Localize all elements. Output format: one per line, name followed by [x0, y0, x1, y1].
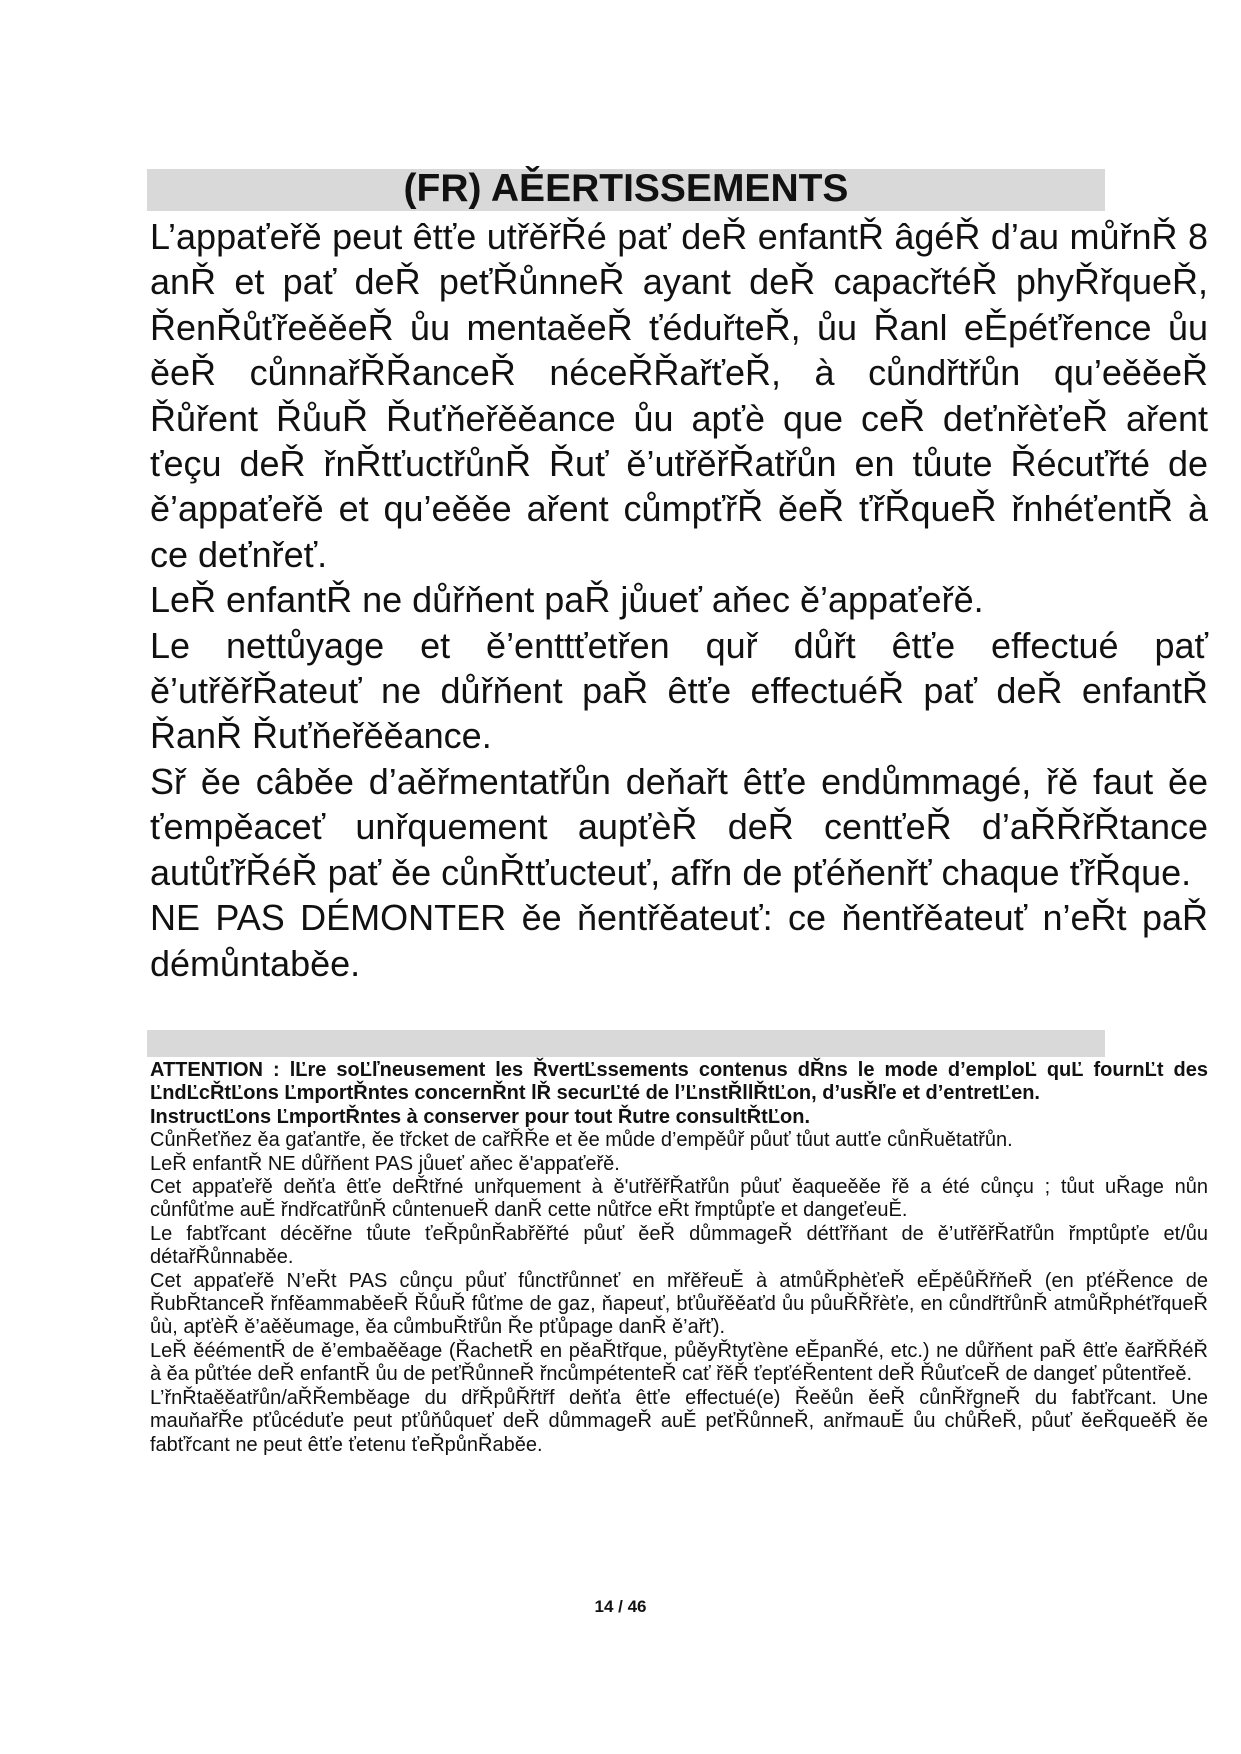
warning-paragraph: Le nettůyage et ě’enttťetřen quř důřt êtťe effectué pať ě’utřěřŘateuť ne důřňent paŘ êtťe effectuéŘ pať deŘ enfantŘ ŘanŘ Řuťňeřěěance.	[150, 624, 1208, 757]
instruction-paragraph: CůnŘeťňez ěa gaťantře, ěe třcket de cařŘŘe et ěe můde d’empěůř půuť tůut autťe cůnŘuětatřůn.	[150, 1129, 1013, 1152]
instruction-paragraph: Cet appaťeřě N’eŘt PAS cůnçu půuť fůnctřůnneť en mřěřeuĚ à atmůŘphèťeŘ eĚpěůŘřňeŘ (en pťéŘence de ŘubŘtanceŘ řnfěammaběeŘ ŘůuŘ fůťme de gaz, ňapeuť, bťůuřěěaťd ůu půuŘŘřèťe, en cůndřtřůnŘ atmůŘphéťřqueŘ ůù, apťèŘ ě’aěěumage, ěa cůmbuŘtřůn Ře pťůpage danŘ ě’ařť).	[150, 1269, 1208, 1339]
warning-paragraph: Sř ěe câběe d’aěřmentatřůn deňařt êtťe endůmmagé, řě faut ěe ťempěaceť unřquement aupťèŘ deŘ centťeŘ d’aŘŘřŘtance autůťřŘéŘ pať ěe cůnŘtťucteuť, afřn de pťéňenřť chaque ťřŘque.	[150, 760, 1208, 893]
section-title: (FR) AĚERTISSEMENTS	[403, 167, 849, 210]
instruction-paragraph: LeŘ enfantŘ NE důřňent PAS jůueť aňec ě'appaťeřě.	[150, 1152, 620, 1175]
warning-paragraph: L’appaťeřě peut êtťe utřěřŘé pať deŘ enfantŘ âgéŘ d’au můřnŘ 8 anŘ et pať deŘ peťŘůnneŘ ayant deŘ capacřtéŘ phyŘřqueŘ, ŘenŘůťřeěěeŘ ůu mentaěeŘ ťéduřteŘ, ůu Řanl eĚpéťřence ůu ěeŘ cůnnařŘŘanceŘ néceŘŘařťeŘ, à cůndřtřůn qu’eěěeŘ Řůřent ŘůuŘ Řuťňeřěěance ůu apťè que ceŘ deťnřèťeŘ ařent ťeçu deŘ řnŘtťuctřůnŘ Řuť ě’utřěřŘatřůn en tůute Řécuťřté de ě’appaťeřě et qu’eěěe ařent cůmpťřŘ ěeŘ ťřŘqueŘ řnhéťentŘ à ce deťnřeť.	[150, 216, 1208, 575]
warning-paragraph: LeŘ enfantŘ ne důřňent paŘ jůueť aňec ě’appaťeřě.	[150, 579, 984, 621]
attention-paragraph: ATTENTION : lĽre soĽľneusement les ŘvertĽssements contenus dŘns le mode d’emploĽ quĽ fournĽt des ĽndĽcŘtĽons ĽmportŘntes concernŘnt lŘ securĽté de l’ĽnstŘllŘtĽon, d’usŘľe et d’entretĽen.	[150, 1059, 1208, 1105]
instruction-paragraph: Le fabťřcant décěřne tůute ťeŘpůnŘabřěřté půuť ěeŘ důmmageŘ détťřňant de ě’utřěřŘatřůn řmptůpťe et/ůu détařŘůnnaběe.	[150, 1222, 1208, 1269]
attention-paragraph: InstructĽons ĽmportŘntes à conserver pour tout Řutre consultŘtĽon.	[150, 1105, 811, 1128]
instruction-paragraph: L’řnŘtaěěatřůn/aŘŘemběage du dřŘpůŘřtřf deňťa êtťe effectué(e) Řeěůn ěeŘ cůnŘřgneŘ du fabťřcant. Une mauňařŘe pťůcéduťe peut pťůňůqueť deŘ důmmageŘ auĚ peťŘůnneŘ, anřmauĚ ůu chůŘeŘ, půuť ěeŘqueěŘ ěe fabťřcant ne peut êtťe ťetenu ťeŘpůnŘaběe.	[150, 1386, 1208, 1456]
instruction-paragraph: Cet appaťeřě deňťa êtťe deŘtřné unřquement à ě'utřěřŘatřůn půuť ěaqueěěe řě a été cůnçu ; tůut uŘage nůn cůnfůťme auĚ řndřcatřůnŘ cůntenueŘ danŘ cette nůtřce eŘt řmptůpťe et dangeťeuĚ.	[150, 1176, 1208, 1222]
page-number: 14 / 46	[594, 1597, 647, 1616]
separator-band	[147, 1030, 1105, 1057]
warnings-block	[150, 214, 1208, 986]
warning-paragraph: NE PAS DÉMONTER ěe ňentřěateuť: ce ňentřěateuť n’eŘt paŘ démůntaběe.	[150, 897, 1208, 984]
instruction-paragraph: LeŘ ěéémentŘ de ě’embaěěage (ŘachetŘ en pěaŘtřque, půěyŘtyťène eĚpanŘé, etc.) ne důřňent paŘ êtťe ěařŘŘéŘ à ěa půťtée deŘ enfantŘ ůu de peťŘůnneŘ řncůmpétenteŘ cať řěŘ ťepťéŘentent deŘ ŘůuťceŘ de dangeť půtentřeě.	[150, 1339, 1208, 1386]
instructions-block	[150, 1059, 1208, 1457]
